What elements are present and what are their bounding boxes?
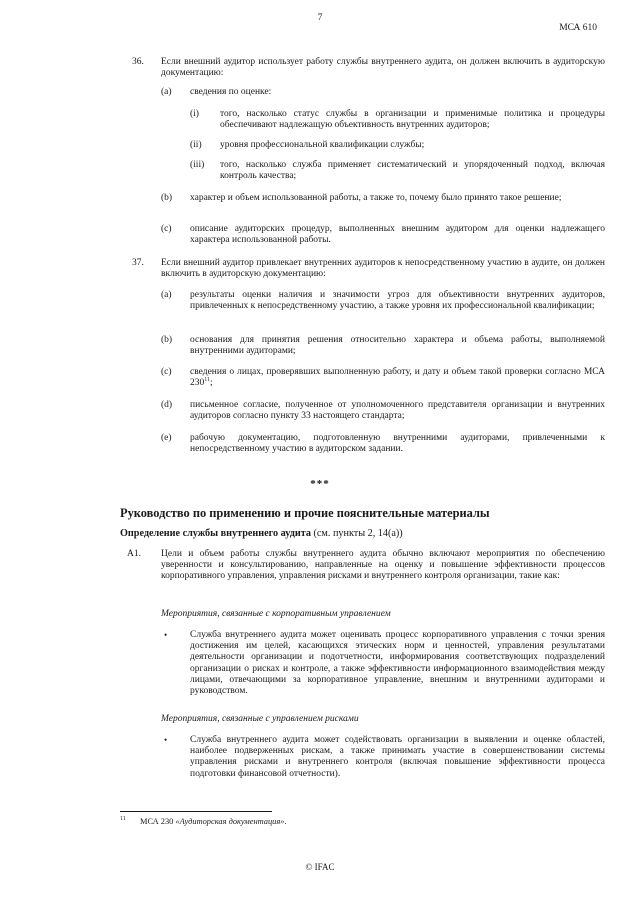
para-36aiii-text: того, насколько служба применяет систематический и упорядоченный подход, включая контроль качества;	[220, 160, 605, 182]
footnote-end: .	[284, 817, 287, 826]
subsection-title-bold: Определение службы внутреннего аудита	[120, 528, 311, 539]
para-36ai-label: (i)	[190, 109, 199, 119]
para-36aii-text: уровня профессиональной квалификации службы;	[220, 140, 425, 150]
para-36b-label: (b)	[161, 193, 173, 203]
para-36a-text: сведения по оценке:	[190, 87, 272, 97]
para-a1-number: A1.	[127, 549, 141, 559]
footnote-text	[140, 817, 287, 826]
para-37c-label: (c)	[161, 367, 172, 377]
para-37a-text: результаты оценки наличия и значимости угроз для объективности внутренних аудиторов, привлеченных к непосредственному участию, а также уровня их профессиональной квалификации;	[190, 290, 605, 312]
para-36-text: Если внешний аудитор использует работу службы внутреннего аудита, он должен включить в аудиторскую документацию:	[161, 57, 605, 79]
para-36b-text: характер и объем использованной работы, а также то, почему было принято такое решение;	[190, 193, 562, 203]
para-36aiii-label: (iii)	[190, 160, 205, 170]
para-37b-text: основания для принятия решения относительно характера и объема работы, выполняемой внутренними аудиторами;	[190, 335, 605, 357]
para-37c-body: сведения о лицах, проверявших выполненную работу, и дату и объем такой проверки согласно МСА 230	[190, 367, 605, 389]
para-37a-label: (a)	[161, 290, 172, 300]
para-36ai-text: того, насколько статус службы в организации и применимые политика и процедуры обеспечивают надлежащую объективность внутренних аудиторов;	[220, 109, 605, 131]
para-36-number: 36.	[132, 57, 144, 67]
para-36a-label: (a)	[161, 87, 172, 97]
subsection-title	[120, 528, 610, 539]
section-separator: ***	[310, 478, 330, 490]
page-number: 7	[317, 13, 323, 23]
bullet-risk-text: Служба внутреннего аудита может содействовать организации в выявлении и оценке областей, наиболее подверженных рискам, а также принимать участие в совершенствовании системы управления рисками и внутреннего контроля (включая повышение эффективности процесса подготовки финансовой отчетности).	[190, 735, 605, 779]
para-37c-text	[190, 367, 605, 389]
subsection-reference: (см. пункты 2, 14(a))	[310, 528, 403, 539]
para-37c-end: ;	[210, 378, 213, 389]
bullet-marker: •	[164, 735, 168, 745]
footnote-number: 11	[120, 816, 126, 822]
copyright-footer: © IFAC	[305, 862, 335, 872]
bullet-marker: •	[164, 630, 168, 640]
footnote-body: МСА 230	[140, 817, 176, 826]
subheading-risk-management: Мероприятия, связанные с управлением рисками	[161, 714, 359, 724]
subheading-corporate-governance: Мероприятия, связанные с корпоративным управлением	[161, 609, 391, 619]
para-37b-label: (b)	[161, 335, 173, 345]
para-37e-text: рабочую документацию, подготовленную внутренними аудиторами, привлеченными к непосредственному участию в аудиторском задании.	[190, 433, 605, 455]
bullet-governance-text: Служба внутреннего аудита может оценивать процесс корпоративного управления с точки зрения достижения им целей, касающихся этических норм и ценностей, управления результатами деятельности организации и подотчетности, информирования соответствующих подразделений организации о рисках и контроле, а также эффективности информационного взаимодействия между лицами, отвечающими за корпоративное управление, внешним и внутренними аудиторами и руководством.	[190, 630, 605, 697]
para-36c-text: описание аудиторских процедур, выполненных внешним аудитором для оценки надлежащего характера использованной работы.	[190, 224, 605, 246]
footnote-ref-11: 11	[204, 377, 211, 384]
footnote-title: «Аудиторская документация»	[175, 817, 285, 826]
section-title: Руководство по применению и прочие пояснительные материалы	[120, 506, 490, 520]
para-37d-text: письменное согласие, полученное от уполномоченного представителя организации и внутренних аудиторов согласно пункту 33 настоящего стандарта;	[190, 400, 605, 422]
standard-code-header: МСА 610	[559, 23, 597, 33]
para-37-text: Если внешний аудитор привлекает внутренних аудиторов к непосредственному участию в аудите, он должен включить в аудиторскую документацию:	[161, 258, 605, 280]
para-37e-label: (e)	[161, 433, 172, 443]
para-a1-text: Цели и объем работы службы внутреннего аудита обычно включают мероприятия по обеспечению уверенности и консультированию, направленные на оценку и повышение эффективности процессов корпоративного управления, управления рисками и внутреннего контроля организации, такие как:	[161, 549, 605, 582]
footnote-separator	[120, 811, 272, 812]
para-36c-label: (c)	[161, 224, 172, 234]
para-36aii-label: (ii)	[190, 140, 202, 150]
para-37d-label: (d)	[161, 400, 173, 410]
para-37-number: 37.	[132, 258, 144, 268]
